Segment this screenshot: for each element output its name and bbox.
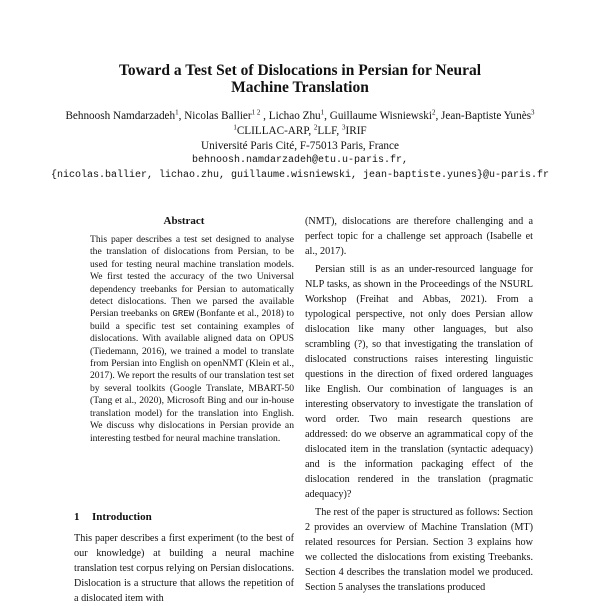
affil-mark: 2	[313, 123, 318, 132]
email-line-1[interactable]: behnoosh.namdarzadeh@etu.u-paris.fr,	[191, 155, 409, 166]
author-list: Behnoosh Namdarzadeh$^1$, Nicolas Ballier$^{1 2}$ , Lichao Zhu$^1$, Guillaume Wisniewski$^2$, Jean-Baptiste Yunès$^3$	[65, 108, 535, 122]
title-line-2: Machine Translation	[231, 79, 369, 96]
affil-org: IRIF	[345, 125, 367, 137]
author-name: Guillaume Wisniewski	[329, 110, 432, 122]
author-affil-mark: 1	[320, 108, 325, 117]
abstract-grew-term: GREW	[172, 309, 195, 320]
author-name: Behnoosh Namdarzadeh	[65, 110, 176, 122]
email-line-2[interactable]: {nicolas.ballier, lichao.zhu, guillaume.wisniewski, jean-baptiste.yunes}@u-paris.fr	[50, 170, 550, 181]
affil-org: CLILLAC-ARP,	[236, 125, 314, 137]
abstract-text-part: This paper describes a test set designed to analyse the translation of dislocations from Persian, to be used for testing neural machine translation models. We first tested the accuracy of the two Universal dependency treebanks for Persian to automatically detect dislocations. Then we parsed the available Persian treebanks on	[90, 234, 294, 320]
right-paragraph-3: The rest of the paper is structured as follows: Section 2 provides an overview of Machine Translation (MT) related resources for Persian. Section 3 explains how we collected the dislocations from existing Treebanks. Section 4 describes the translation model we produced. Section 5 analyses the translations produced	[305, 507, 533, 593]
right-paragraph-1: (NMT), dislocations are therefore challenging and a perfect topic for a challenge set approach (Isabelle et al., 2017).	[305, 216, 533, 257]
author-name: Jean-Baptiste Yunès	[441, 110, 532, 122]
author-affil-mark: 1 2	[251, 108, 261, 117]
introduction-paragraph: This paper describes a first experiment (to the best of our knowledge) at building a neural machine translation test corpus relying on Persian dislocations. Dislocation is a structure that allows the repetition of a dislocated item with	[74, 533, 294, 604]
affiliation-labs	[10, 124, 590, 138]
section-title: Introduction	[92, 511, 152, 523]
author-affil-mark: 3	[531, 108, 535, 117]
affil-mark: 3	[342, 123, 346, 132]
abstract-text-part: (Bonfante et al., 2018) to build a specific test set containing examples of dislocations. With available aligned data on OPUS (Tiedemann, 2016), we trained a model to translate from Persian into English on openNMT (Klein et al., 2017). We report the results of our translation test set by several toolkits (Google Translate, MBART-50 (Tang et al., 2020), Microsoft Bing and our in-house translation model) for the translation into English. We discuss why dislocations in Persian provide an interesting testbed for neural machine translation.	[90, 308, 294, 444]
abstract-text	[90, 234, 294, 445]
affil-mark: 1	[233, 123, 237, 132]
section-heading-introduction	[74, 510, 152, 524]
author-name: Nicolas Ballier	[184, 110, 252, 122]
paper-title	[40, 62, 560, 96]
author-name: Lichao Zhu	[268, 110, 321, 122]
author-affil-mark: 1	[175, 108, 179, 117]
right-paragraph-2: Persian still is as an under-resourced language for NLP tasks, as shown in the Proceedings of the NSURL Workshop (Freihat and Abbas, 2021). From a typological perspective, not only does Persian allow dislocation like many other languages, but also scrambling (?), so that investigating the translation of dislocated constructions raises interesting linguistic questions in the direction of fixed ordered languages like English. Our combination of languages is an interesting observatory to investigate the translation of word order. Two main research questions are addressed: do we observe an agrammatical copy of the dislocated item in the translation (syntactic adequacy) and is the information packaging effect of the dislocation rendered in the translation (pragmatic adequacy)?	[305, 264, 533, 500]
affiliation-university: Université Paris Cité, F-75013 Paris, France	[201, 140, 399, 152]
affil-org: LLF,	[317, 125, 343, 137]
left-column	[74, 214, 294, 445]
author-affil-mark: 2	[431, 108, 436, 117]
abstract-heading: Abstract	[163, 215, 205, 227]
title-line-1: Toward a Test Set of Dislocations in Persian for Neural	[118, 62, 482, 79]
section-number: 1	[74, 511, 80, 523]
right-column	[305, 214, 533, 598]
